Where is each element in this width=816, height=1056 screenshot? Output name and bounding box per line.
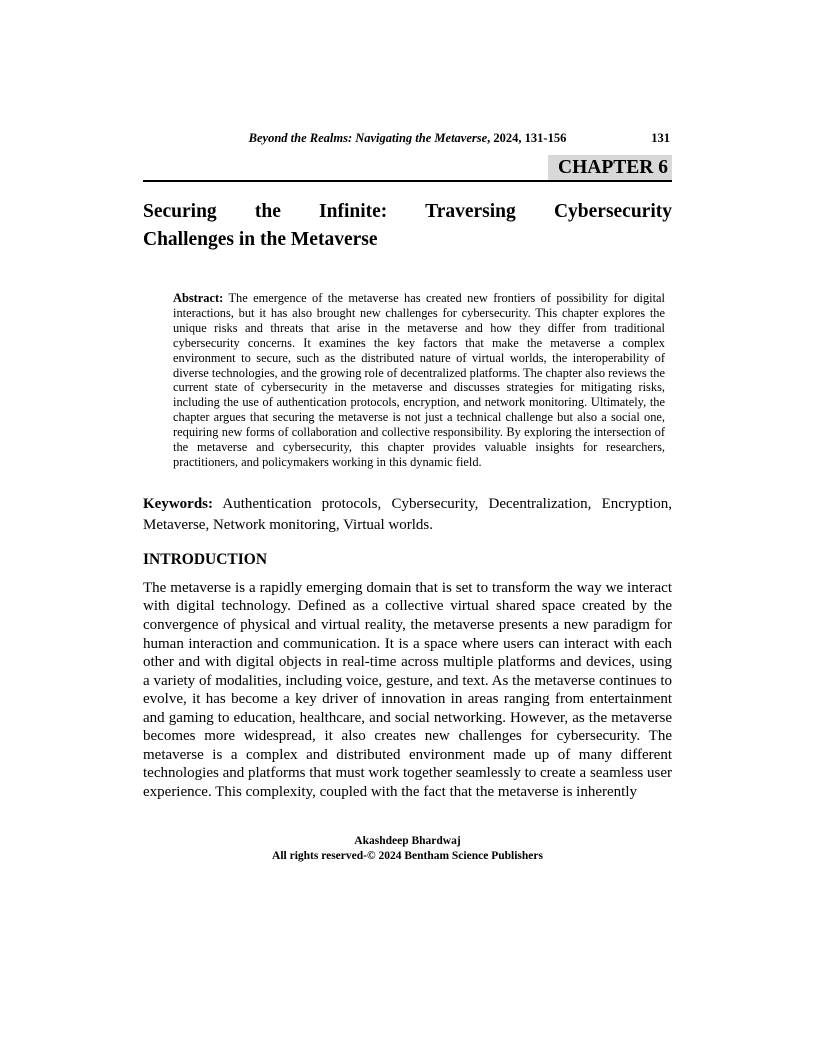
abstract-text: The emergence of the metaverse has created new frontiers of possibility for digital interactions, but it has also brought new challenges for cybersecurity. This chapter explores the unique risks and threats that arise in the metaverse and how they differ from traditional cybersecurity concerns. It examines the key factors that make the metaverse a complex environment to secure, such as the distributed nature of virtual worlds, the interoperability of diverse technologies, and the growing role of decentralized platforms. The chapter also reviews the current state of cybersecurity in the metaverse and discusses strategies for mitigating risks, including the use of authentication protocols, encryption, and network monitoring. Ultimately, the chapter argues that securing the metaverse is not just a technical challenge but also a social one, requiring new forms of collaboration and collective responsibility. By exploring the intersection of the metaverse and cybersecurity, this chapter provides valuable insights for researchers, practitioners, and policymakers working in this dynamic field.: [173, 291, 666, 469]
running-header: [143, 131, 672, 146]
keywords-label: Keywords:: [143, 495, 213, 512]
chapter-title: [143, 198, 672, 254]
introduction-paragraph: The metaverse is a rapidly emerging domain that is set to transform the way we interact with digital technology. Defined as a collective virtual shared space created by the convergence of physical and virtual reality, the metaverse presents a new paradigm for human interaction and communication. It is a space where users can interact with each other and with digital objects in real-time across multiple platforms and devices, using a variety of modalities, including voice, gesture, and text. As the metaverse continues to evolve, it has become a key driver of innovation in areas ranging from entertainment and gaming to education, healthcare, and social networking. However, as the metaverse becomes more widespread, it also creates new challenges for cybersecurity. The metaverse is a complex and distributed environment made up of many different technologies and platforms that must work together seamlessly to create a seamless user experience. This complexity, coupled with the fact that the metaverse is inherently: [143, 579, 673, 800]
chapter-title-line: Securing the Infinite: Traversing Cybersecurity: [143, 201, 672, 222]
footer-copyright: All rights reserved-© 2024 Bentham Science Publishers: [272, 849, 543, 862]
abstract-label: Abstract:: [173, 291, 224, 305]
footer-author: Akashdeep Bhardwaj: [354, 835, 461, 847]
running-book-title: Beyond the Realms: Navigating the Metaverse: [248, 131, 488, 145]
page-number: 131: [651, 131, 670, 145]
page-content: [143, 0, 672, 801]
abstract-paragraph: [173, 291, 665, 470]
introduction-heading: INTRODUCTION: [143, 550, 268, 568]
keywords-text: Authentication protocols, Cybersecurity, Decentralization, Encryption, Metaverse, Network monitoring, Virtual worlds.: [143, 495, 672, 534]
running-book-meta: , 2024, 131-156: [487, 131, 567, 145]
page-footer: [143, 834, 672, 863]
keywords-paragraph: [143, 494, 672, 537]
chapter-title-line: Challenges in the Metaverse: [143, 229, 378, 250]
chapter-badge: CHAPTER 6: [548, 155, 672, 180]
chapter-rule: [143, 155, 672, 182]
